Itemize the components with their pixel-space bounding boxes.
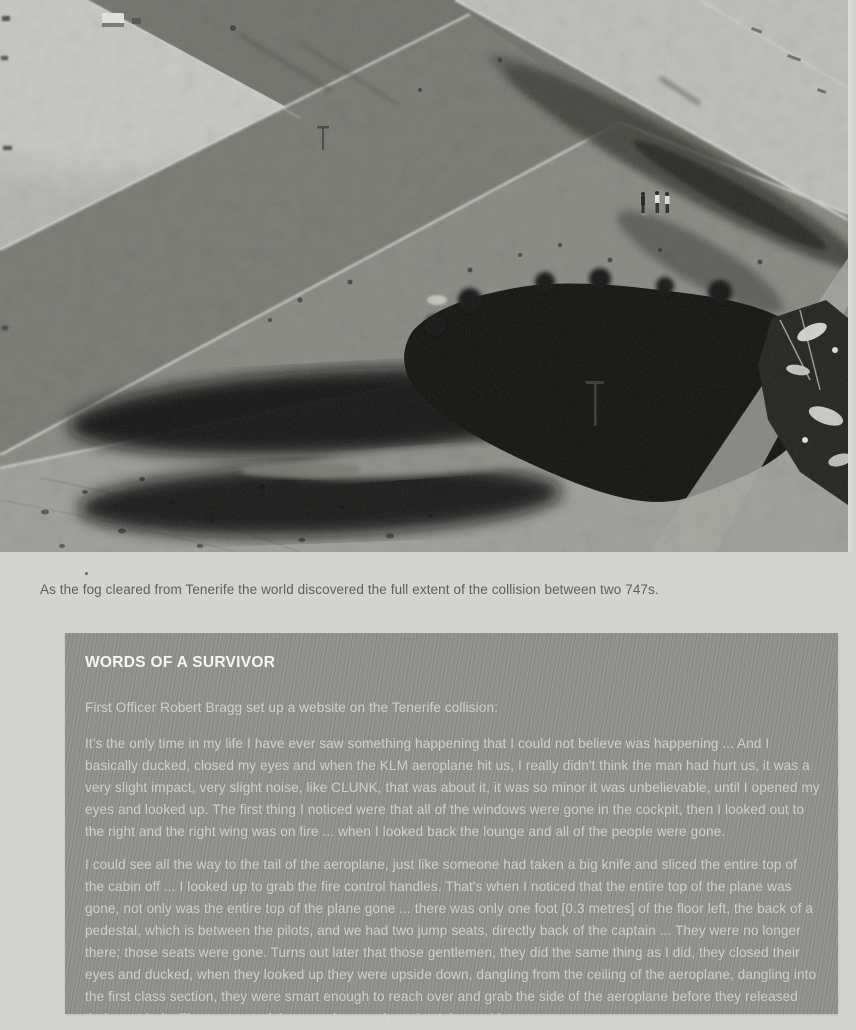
page-edge [848,0,856,552]
photo-caption: As the fog cleared from Tenerife the world discovered the full extent of the collision between two 747s. [40,582,659,597]
print-speck [85,572,88,575]
panel-paragraph: I could see all the way to the tail of the aeroplane, just like someone had taken a big knife and sliced the entire top of the cabin off ... I looked up to grab the fire control handles. That's when I noticed that the entire top of the plane was gone, not only was the entire top of the plane gone ... there was only one foot [0.3 metres] of the floor left, the back of a pedestal, which is between the pilots, and we had two jump seats, directly back of the captain ... They were no longer there; those seats were gone. Turns out later that those gentlemen, they did the same thing as I did, they closed their eyes and ducked, when they looked up they were upside down, dangling from the ceiling of the aeroplane, dangling into the first class section, they were smart enough to reach over and grab the side of the aeroplane before they released their seat belts.They got out of the aeroplane and survived the accident. [85,857,817,1026]
panel-title: WORDS OF A SURVIVOR [85,654,276,671]
panel-intro: First Officer Robert Bragg set up a website on the Tenerife collision: [85,700,498,715]
panel-paragraph: It's the only time in my life I have ever saw something happening that I could not believe was happening ... And I basically ducked, closed my eyes and when the KLM aeroplane hit us, I really didn't think the man had hurt us, it was a very slight impact, very slight noise, like CLUNK, that was about it, it was so minor it was unbelievable, until I opened my eyes and looked up. The first thing I noticed were that all of the windows were gone in the cockpit, then I looked out to the right and the right wing was on fire ... when I looked back the lounge and all of the people were gone. [85,736,820,839]
survivor-panel [65,633,838,1026]
